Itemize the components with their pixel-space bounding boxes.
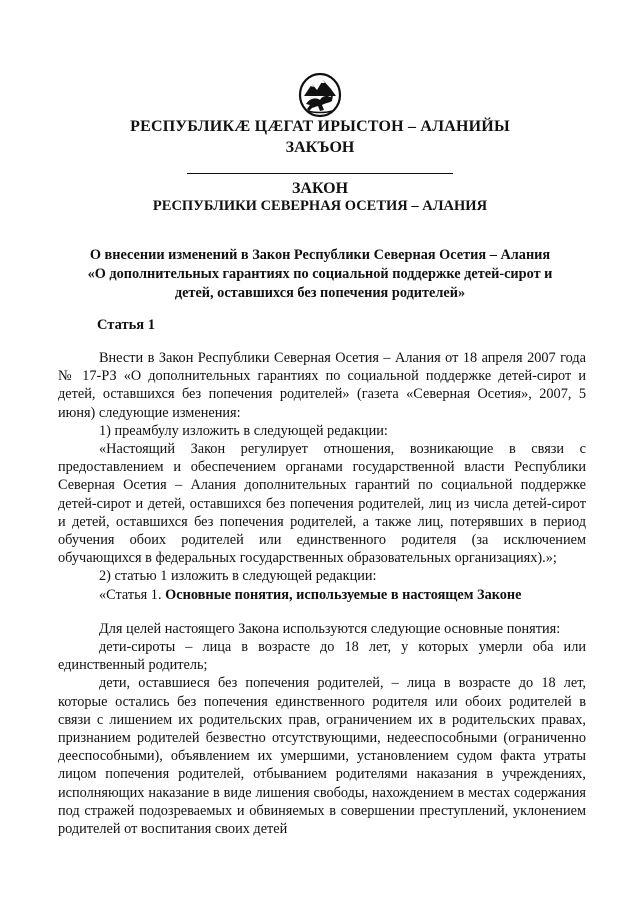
coat-of-arms-icon (296, 70, 344, 118)
law-subject-line: детей, оставшихся без попечения родителей» (174, 285, 466, 301)
law-subject-line: «О дополнительных гарантиях по социальной поддержке детей-сирот и (87, 266, 553, 282)
republic-name-ossetian: РЕСПУБЛИКӔ ЦӔГАТ ИРЫСТОН – АЛАНИЙЫ (130, 118, 510, 135)
paragraph: Для целей настоящего Закона используются следующие основные понятия: (99, 620, 561, 637)
article-title-prefix: «Статья 1. (99, 586, 166, 603)
republic-name-russian: РЕСПУБЛИКИ СЕВЕРНАЯ ОСЕТИЯ – АЛАНИЯ (152, 198, 488, 214)
law-subject-line: О внесении изменений в Закон Республики Северная Осетия – Алания (89, 247, 551, 263)
paragraph: «Настоящий Закон регулирует отношения, возникающие в связи с предоставлением и обеспечением органами государственной власти Республики Северная Осетия – Алания дополнительных гарантий по социальной поддержке детей-сирот и детей, оставшихся без попечения родителей, лиц из числа детей-сирот и детей, оставшихся без попечения родителей, а также лиц, потерявших в период обучения обоих родителей или единственного родителя (за исключением обучающихся в федеральных государственных образовательных организациях).»; (58, 441, 586, 567)
paragraph: 2) статью 1 изложить в следующей редакции: (99, 568, 377, 585)
header-divider (187, 173, 453, 174)
article-title-bold: Основные понятия, используемые в настоящем Законе (165, 586, 522, 603)
paragraph: дети, оставшиеся без попечения родителей, – лица в возрасте до 18 лет, которые остались без попечения единственного родителя или обоих родителей в связи с лишением их родительских прав, ограничением их в родительских правах, признанием родителей безвестно отсутствующими, недееспособными (ограниченно дееспособными), объявлением их умершими, установлением судом факта утраты лицом попечения родителей, отбыванием родителями наказания в учреждениях, исполняющих наказание в виде лишения свободы, нахождением в местах содержания под стражей подозреваемых и обвиняемых в совершении преступлений, уклонением родителей от воспитания своих детей (58, 675, 586, 838)
article-heading: Статья 1 (97, 317, 155, 333)
paragraph: 1) преамбулу изложить в следующей редакции: (99, 422, 388, 439)
paragraph: дети-сироты – лица в возрасте до 18 лет, у которых умерли оба или единственный родитель; (58, 639, 586, 674)
paragraph-article-title (58, 586, 586, 604)
law-title-ossetian: ЗАКЪОН (285, 139, 355, 156)
law-subject (70, 246, 570, 303)
law-title-russian: ЗАКОН (291, 180, 349, 197)
paragraph: Внести в Закон Республики Северная Осетия – Алания от 18 апреля 2007 года № 17-РЗ «О дополнительных гарантиях по социальной поддержке детей-сирот и детей, оставшихся без попечения родителей» (газета «Северная Осетия», 2007, 5 июня) следующие изменения: (58, 350, 586, 421)
article-body (58, 349, 586, 838)
